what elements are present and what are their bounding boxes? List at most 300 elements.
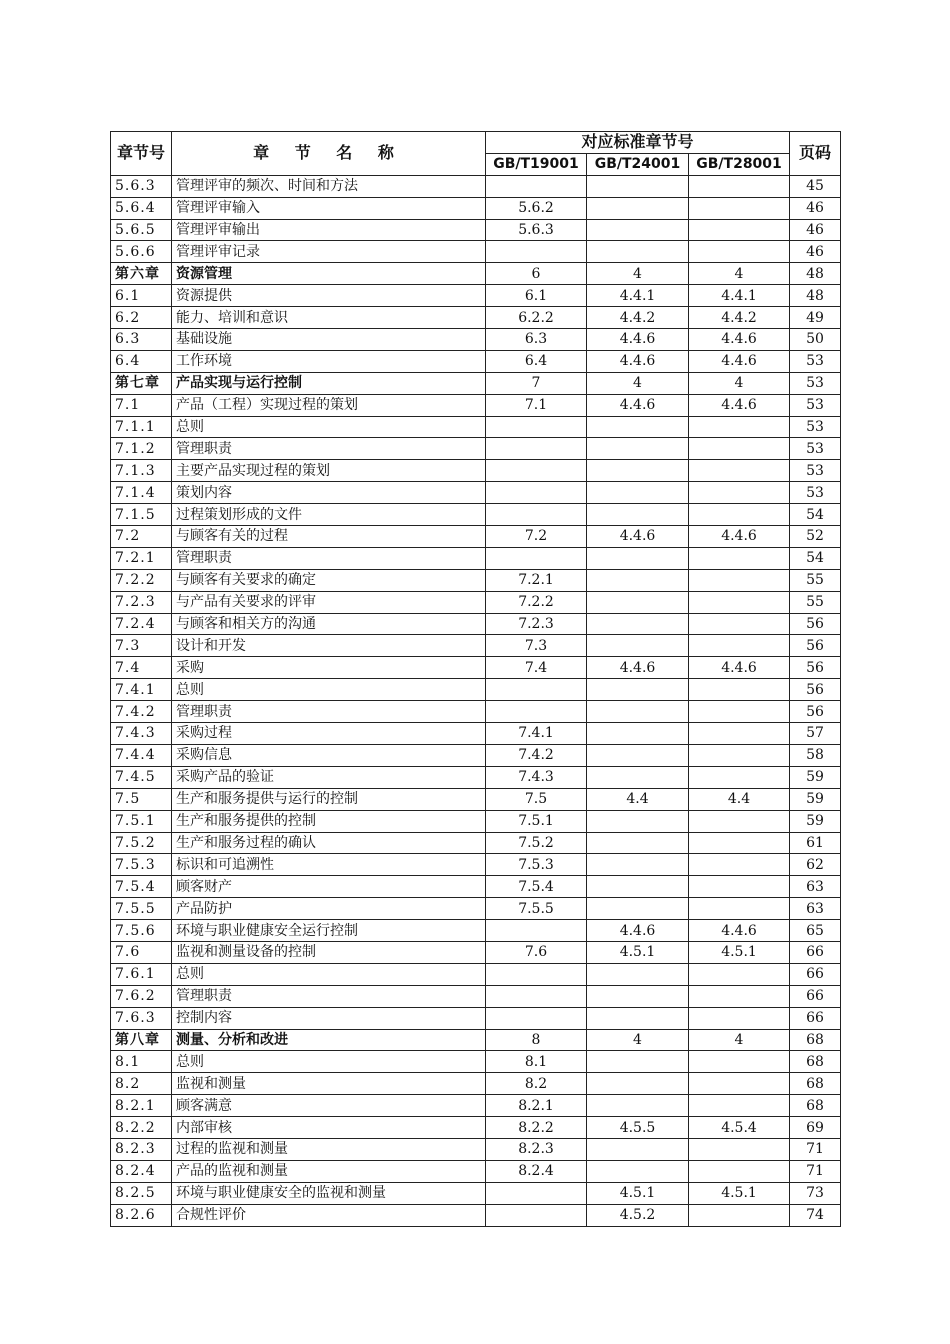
table-row xyxy=(111,985,841,1007)
header-std-gbt19001: GB/T19001 xyxy=(486,153,587,175)
header-section-title: 章 节 名 称 xyxy=(172,132,486,176)
section-number: 5.6.6 xyxy=(111,241,172,263)
section-number: 7.4.1 xyxy=(111,679,172,701)
page-number: 63 xyxy=(790,898,841,920)
gbt24001-ref: 4.4.6 xyxy=(587,657,689,679)
gbt28001-ref xyxy=(689,832,790,854)
section-number: 5.6.4 xyxy=(111,197,172,219)
gbt28001-ref xyxy=(689,591,790,613)
gbt19001-ref: 8.2.4 xyxy=(486,1160,587,1182)
table-row xyxy=(111,1117,841,1139)
section-number: 8.2.4 xyxy=(111,1160,172,1182)
section-title: 总则 xyxy=(172,416,486,438)
table-row xyxy=(111,920,841,942)
gbt24001-ref xyxy=(587,591,689,613)
table-row xyxy=(111,547,841,569)
page-number: 48 xyxy=(790,263,841,285)
page-number: 53 xyxy=(790,350,841,372)
section-title: 产品实现与运行控制 xyxy=(172,372,486,394)
section-title: 测量、分析和改进 xyxy=(172,1029,486,1051)
gbt19001-ref: 8.2.1 xyxy=(486,1095,587,1117)
page-number: 46 xyxy=(790,197,841,219)
gbt24001-ref: 4.5.5 xyxy=(587,1117,689,1139)
table-row xyxy=(111,394,841,416)
gbt28001-ref xyxy=(689,898,790,920)
gbt24001-ref: 4.4.6 xyxy=(587,329,689,351)
page-number: 53 xyxy=(790,394,841,416)
gbt19001-ref: 7.5.5 xyxy=(486,898,587,920)
section-title: 采购 xyxy=(172,657,486,679)
section-title: 与产品有关要求的评审 xyxy=(172,591,486,613)
section-title: 管理评审输入 xyxy=(172,197,486,219)
gbt28001-ref xyxy=(689,679,790,701)
gbt19001-ref xyxy=(486,438,587,460)
gbt24001-ref xyxy=(587,1138,689,1160)
header-page: 页码 xyxy=(790,132,841,176)
table-row xyxy=(111,876,841,898)
gbt28001-ref xyxy=(689,1138,790,1160)
table-row xyxy=(111,1007,841,1029)
toc-table xyxy=(110,131,841,1227)
section-title: 总则 xyxy=(172,963,486,985)
section-number: 7.3 xyxy=(111,635,172,657)
gbt24001-ref: 4 xyxy=(587,1029,689,1051)
gbt19001-ref: 8.2 xyxy=(486,1073,587,1095)
gbt19001-ref: 5.6.3 xyxy=(486,219,587,241)
gbt19001-ref xyxy=(486,963,587,985)
gbt28001-ref xyxy=(689,547,790,569)
gbt24001-ref: 4.4.6 xyxy=(587,526,689,548)
gbt28001-ref xyxy=(689,635,790,657)
section-title: 采购过程 xyxy=(172,723,486,745)
section-title: 管理评审的频次、时间和方法 xyxy=(172,175,486,197)
page-number: 55 xyxy=(790,591,841,613)
table-row xyxy=(111,701,841,723)
gbt24001-ref xyxy=(587,854,689,876)
section-number: 7.5.2 xyxy=(111,832,172,854)
section-number: 6.4 xyxy=(111,350,172,372)
gbt24001-ref xyxy=(587,1160,689,1182)
table-row xyxy=(111,1138,841,1160)
gbt24001-ref xyxy=(587,744,689,766)
gbt24001-ref: 4 xyxy=(587,263,689,285)
header-section-no: 章节号 xyxy=(111,132,172,176)
gbt19001-ref xyxy=(486,460,587,482)
table-row xyxy=(111,635,841,657)
gbt28001-ref xyxy=(689,504,790,526)
table-row xyxy=(111,241,841,263)
section-number: 5.6.5 xyxy=(111,219,172,241)
table-row xyxy=(111,832,841,854)
section-title: 总则 xyxy=(172,1051,486,1073)
gbt28001-ref: 4.4.6 xyxy=(689,350,790,372)
table-row xyxy=(111,1051,841,1073)
gbt28001-ref xyxy=(689,1073,790,1095)
gbt19001-ref: 7.4.3 xyxy=(486,766,587,788)
gbt19001-ref: 6.1 xyxy=(486,285,587,307)
section-title: 管理职责 xyxy=(172,547,486,569)
gbt28001-ref xyxy=(689,963,790,985)
section-number: 7.6.2 xyxy=(111,985,172,1007)
gbt19001-ref xyxy=(486,1182,587,1204)
section-number: 7.4.2 xyxy=(111,701,172,723)
table-row xyxy=(111,744,841,766)
page-number: 53 xyxy=(790,460,841,482)
section-number: 8.2.3 xyxy=(111,1138,172,1160)
gbt19001-ref: 7.4.1 xyxy=(486,723,587,745)
gbt19001-ref: 7.2.3 xyxy=(486,613,587,635)
section-number: 7.2.3 xyxy=(111,591,172,613)
gbt24001-ref xyxy=(587,1095,689,1117)
table-row xyxy=(111,1095,841,1117)
page-number: 66 xyxy=(790,1007,841,1029)
page-number: 73 xyxy=(790,1182,841,1204)
section-title: 合规性评价 xyxy=(172,1204,486,1226)
gbt19001-ref xyxy=(486,175,587,197)
table-row xyxy=(111,613,841,635)
page-number: 48 xyxy=(790,285,841,307)
table-row xyxy=(111,854,841,876)
section-number: 8.2.6 xyxy=(111,1204,172,1226)
section-number: 第六章 xyxy=(111,263,172,285)
section-title: 生产和服务提供的控制 xyxy=(172,810,486,832)
gbt19001-ref: 7.5.2 xyxy=(486,832,587,854)
gbt28001-ref: 4.4.6 xyxy=(689,526,790,548)
page-number: 56 xyxy=(790,701,841,723)
table-row xyxy=(111,569,841,591)
gbt28001-ref xyxy=(689,416,790,438)
table-row xyxy=(111,723,841,745)
section-title: 产品（工程）实现过程的策划 xyxy=(172,394,486,416)
gbt24001-ref: 4.5.1 xyxy=(587,941,689,963)
page-number: 65 xyxy=(790,920,841,942)
gbt28001-ref: 4.5.1 xyxy=(689,941,790,963)
gbt24001-ref: 4.5.1 xyxy=(587,1182,689,1204)
gbt24001-ref xyxy=(587,197,689,219)
page-number: 62 xyxy=(790,854,841,876)
section-title: 生产和服务过程的确认 xyxy=(172,832,486,854)
gbt24001-ref xyxy=(587,723,689,745)
section-number: 第七章 xyxy=(111,372,172,394)
section-number: 7.5.6 xyxy=(111,920,172,942)
page-number: 59 xyxy=(790,766,841,788)
section-title: 控制内容 xyxy=(172,1007,486,1029)
section-title: 设计和开发 xyxy=(172,635,486,657)
page-number: 55 xyxy=(790,569,841,591)
gbt19001-ref xyxy=(486,701,587,723)
header-row xyxy=(111,132,841,154)
gbt19001-ref xyxy=(486,482,587,504)
section-title: 管理职责 xyxy=(172,701,486,723)
gbt24001-ref xyxy=(587,613,689,635)
gbt28001-ref: 4.4.6 xyxy=(689,329,790,351)
section-number: 8.2.1 xyxy=(111,1095,172,1117)
gbt19001-ref xyxy=(486,241,587,263)
page-number: 50 xyxy=(790,329,841,351)
page-number: 46 xyxy=(790,219,841,241)
section-title: 监视和测量 xyxy=(172,1073,486,1095)
gbt19001-ref xyxy=(486,504,587,526)
gbt28001-ref xyxy=(689,876,790,898)
section-title: 顾客满意 xyxy=(172,1095,486,1117)
section-title: 策划内容 xyxy=(172,482,486,504)
section-number: 6.1 xyxy=(111,285,172,307)
section-title: 与顾客和相关方的沟通 xyxy=(172,613,486,635)
page-number: 68 xyxy=(790,1029,841,1051)
section-title: 内部审核 xyxy=(172,1117,486,1139)
gbt28001-ref xyxy=(689,766,790,788)
table-row xyxy=(111,766,841,788)
gbt28001-ref: 4.4 xyxy=(689,788,790,810)
table-row xyxy=(111,591,841,613)
table-row xyxy=(111,1073,841,1095)
section-title: 监视和测量设备的控制 xyxy=(172,941,486,963)
gbt28001-ref: 4.4.2 xyxy=(689,307,790,329)
section-title: 产品的监视和测量 xyxy=(172,1160,486,1182)
section-title: 采购产品的验证 xyxy=(172,766,486,788)
gbt24001-ref xyxy=(587,438,689,460)
gbt24001-ref xyxy=(587,832,689,854)
section-number: 7.6.1 xyxy=(111,963,172,985)
gbt24001-ref xyxy=(587,504,689,526)
gbt24001-ref xyxy=(587,898,689,920)
table-row xyxy=(111,175,841,197)
gbt19001-ref: 7.5 xyxy=(486,788,587,810)
page-number: 54 xyxy=(790,547,841,569)
section-title: 工作环境 xyxy=(172,350,486,372)
header-std-gbt24001: GB/T24001 xyxy=(587,153,689,175)
gbt28001-ref: 4.4.6 xyxy=(689,920,790,942)
chapter-row xyxy=(111,1029,841,1051)
gbt19001-ref: 7.2.1 xyxy=(486,569,587,591)
section-number: 7.1.1 xyxy=(111,416,172,438)
gbt24001-ref xyxy=(587,547,689,569)
section-title: 能力、培训和意识 xyxy=(172,307,486,329)
gbt24001-ref xyxy=(587,1007,689,1029)
gbt24001-ref xyxy=(587,679,689,701)
gbt28001-ref: 4 xyxy=(689,263,790,285)
gbt19001-ref: 7.5.4 xyxy=(486,876,587,898)
section-number: 7.1.2 xyxy=(111,438,172,460)
gbt19001-ref xyxy=(486,1204,587,1226)
table-row xyxy=(111,416,841,438)
gbt24001-ref xyxy=(587,766,689,788)
section-number: 7.4.3 xyxy=(111,723,172,745)
section-number: 7.2.2 xyxy=(111,569,172,591)
section-number: 7.2 xyxy=(111,526,172,548)
table-row xyxy=(111,350,841,372)
gbt28001-ref xyxy=(689,175,790,197)
gbt28001-ref xyxy=(689,1204,790,1226)
section-title: 环境与职业健康安全运行控制 xyxy=(172,920,486,942)
section-number: 7.2.1 xyxy=(111,547,172,569)
table-row xyxy=(111,1204,841,1226)
gbt28001-ref: 4.4.6 xyxy=(689,394,790,416)
gbt24001-ref xyxy=(587,569,689,591)
gbt24001-ref xyxy=(587,963,689,985)
gbt19001-ref xyxy=(486,416,587,438)
gbt28001-ref xyxy=(689,854,790,876)
section-title: 顾客财产 xyxy=(172,876,486,898)
gbt24001-ref: 4.4 xyxy=(587,788,689,810)
table-row xyxy=(111,329,841,351)
gbt24001-ref xyxy=(587,876,689,898)
gbt19001-ref: 7.4 xyxy=(486,657,587,679)
page-number: 71 xyxy=(790,1160,841,1182)
gbt28001-ref xyxy=(689,613,790,635)
section-title: 标识和可追溯性 xyxy=(172,854,486,876)
gbt24001-ref: 4 xyxy=(587,372,689,394)
section-number: 8.2.5 xyxy=(111,1182,172,1204)
gbt28001-ref xyxy=(689,810,790,832)
page-number: 61 xyxy=(790,832,841,854)
page-number: 52 xyxy=(790,526,841,548)
page-number: 56 xyxy=(790,679,841,701)
gbt19001-ref xyxy=(486,1007,587,1029)
page-number: 58 xyxy=(790,744,841,766)
gbt19001-ref: 6 xyxy=(486,263,587,285)
gbt19001-ref: 6.2.2 xyxy=(486,307,587,329)
table-row xyxy=(111,307,841,329)
page-number: 74 xyxy=(790,1204,841,1226)
section-title: 生产和服务提供与运行的控制 xyxy=(172,788,486,810)
section-title: 与顾客有关要求的确定 xyxy=(172,569,486,591)
page-number: 68 xyxy=(790,1073,841,1095)
section-number: 8.1 xyxy=(111,1051,172,1073)
section-number: 第八章 xyxy=(111,1029,172,1051)
gbt24001-ref xyxy=(587,175,689,197)
gbt28001-ref: 4.5.1 xyxy=(689,1182,790,1204)
gbt24001-ref: 4.5.2 xyxy=(587,1204,689,1226)
table-row xyxy=(111,898,841,920)
gbt19001-ref: 7.3 xyxy=(486,635,587,657)
section-title: 资源提供 xyxy=(172,285,486,307)
section-number: 7.5 xyxy=(111,788,172,810)
table-row xyxy=(111,460,841,482)
gbt28001-ref xyxy=(689,701,790,723)
gbt19001-ref: 8.2.3 xyxy=(486,1138,587,1160)
toc-body xyxy=(111,175,841,1226)
page-number: 49 xyxy=(790,307,841,329)
section-number: 7.4 xyxy=(111,657,172,679)
gbt19001-ref: 7.2.2 xyxy=(486,591,587,613)
section-number: 7.5.4 xyxy=(111,876,172,898)
table-row xyxy=(111,285,841,307)
gbt24001-ref xyxy=(587,241,689,263)
gbt19001-ref: 7.1 xyxy=(486,394,587,416)
gbt19001-ref: 6.4 xyxy=(486,350,587,372)
section-title: 与顾客有关的过程 xyxy=(172,526,486,548)
table-row xyxy=(111,438,841,460)
table-row xyxy=(111,963,841,985)
gbt24001-ref xyxy=(587,1073,689,1095)
gbt24001-ref: 4.4.2 xyxy=(587,307,689,329)
table-row xyxy=(111,1182,841,1204)
page-number: 66 xyxy=(790,963,841,985)
gbt19001-ref: 7 xyxy=(486,372,587,394)
gbt28001-ref: 4.4.1 xyxy=(689,285,790,307)
gbt19001-ref xyxy=(486,985,587,1007)
page-number: 53 xyxy=(790,482,841,504)
gbt19001-ref: 6.3 xyxy=(486,329,587,351)
section-number: 8.2 xyxy=(111,1073,172,1095)
gbt19001-ref: 8.2.2 xyxy=(486,1117,587,1139)
page-number: 56 xyxy=(790,657,841,679)
gbt24001-ref xyxy=(587,482,689,504)
page-number: 71 xyxy=(790,1138,841,1160)
page-number: 46 xyxy=(790,241,841,263)
gbt28001-ref xyxy=(689,1051,790,1073)
page-number: 53 xyxy=(790,372,841,394)
gbt24001-ref xyxy=(587,985,689,1007)
section-number: 6.3 xyxy=(111,329,172,351)
page-number: 56 xyxy=(790,635,841,657)
gbt19001-ref xyxy=(486,679,587,701)
section-title: 基础设施 xyxy=(172,329,486,351)
header-standard-group: 对应标准章节号 xyxy=(486,132,790,154)
gbt24001-ref: 4.4.6 xyxy=(587,920,689,942)
table-row xyxy=(111,197,841,219)
gbt28001-ref: 4.5.4 xyxy=(689,1117,790,1139)
section-title: 采购信息 xyxy=(172,744,486,766)
page-number: 68 xyxy=(790,1095,841,1117)
page-number: 54 xyxy=(790,504,841,526)
gbt28001-ref xyxy=(689,1160,790,1182)
table-row xyxy=(111,788,841,810)
gbt19001-ref: 7.5.3 xyxy=(486,854,587,876)
gbt28001-ref xyxy=(689,241,790,263)
header-std-gbt28001: GB/T28001 xyxy=(689,153,790,175)
table-row xyxy=(111,941,841,963)
section-number: 7.6 xyxy=(111,941,172,963)
section-number: 7.4.5 xyxy=(111,766,172,788)
gbt24001-ref xyxy=(587,1051,689,1073)
gbt19001-ref: 7.2 xyxy=(486,526,587,548)
gbt28001-ref xyxy=(689,1095,790,1117)
page-number: 59 xyxy=(790,788,841,810)
table-row xyxy=(111,679,841,701)
gbt19001-ref xyxy=(486,547,587,569)
table-row xyxy=(111,657,841,679)
section-number: 7.1.5 xyxy=(111,504,172,526)
section-title: 产品防护 xyxy=(172,898,486,920)
gbt28001-ref xyxy=(689,482,790,504)
section-number: 8.2.2 xyxy=(111,1117,172,1139)
section-number: 7.2.4 xyxy=(111,613,172,635)
table-row xyxy=(111,810,841,832)
section-title: 管理职责 xyxy=(172,438,486,460)
gbt28001-ref: 4.4.6 xyxy=(689,657,790,679)
page-number: 66 xyxy=(790,941,841,963)
table-row xyxy=(111,526,841,548)
section-title: 资源管理 xyxy=(172,263,486,285)
table-row xyxy=(111,482,841,504)
section-title: 管理评审记录 xyxy=(172,241,486,263)
gbt28001-ref: 4 xyxy=(689,372,790,394)
gbt24001-ref xyxy=(587,460,689,482)
chapter-row xyxy=(111,372,841,394)
section-number: 7.1.3 xyxy=(111,460,172,482)
gbt28001-ref xyxy=(689,985,790,1007)
gbt28001-ref xyxy=(689,438,790,460)
gbt28001-ref xyxy=(689,219,790,241)
gbt19001-ref: 5.6.2 xyxy=(486,197,587,219)
section-number: 6.2 xyxy=(111,307,172,329)
gbt24001-ref xyxy=(587,635,689,657)
gbt19001-ref: 7.6 xyxy=(486,941,587,963)
page-number: 68 xyxy=(790,1051,841,1073)
gbt24001-ref xyxy=(587,416,689,438)
